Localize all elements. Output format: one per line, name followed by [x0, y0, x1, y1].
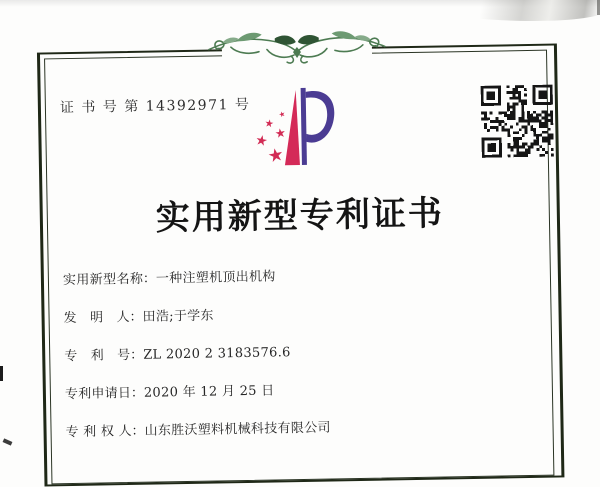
field-label: 专利号	[64, 347, 131, 365]
field-row-patent-number	[64, 337, 534, 365]
field-colon: ：	[130, 347, 144, 363]
field-row-filing-date	[64, 375, 535, 403]
scan-artifact-left	[0, 366, 3, 381]
field-colon: ：	[131, 423, 145, 439]
dragon-scroll-flourish-icon	[207, 24, 388, 71]
field-label: 发明人	[63, 309, 130, 327]
field-label: 专利申请日	[64, 385, 132, 403]
field-row-patentee	[65, 413, 535, 441]
field-value: 山东胜沃塑料机械科技有限公司	[144, 420, 331, 439]
cnipa-logo-icon	[238, 83, 358, 179]
field-value: 一种注塑机顶出机构	[155, 269, 276, 287]
field-value: 2020 年 12 月 25 日	[143, 383, 275, 401]
field-colon: ：	[142, 271, 157, 287]
field-colon: ：	[129, 309, 143, 325]
field-value: 田浩;于学东	[142, 308, 214, 325]
field-rows	[63, 261, 536, 459]
field-colon: ：	[130, 385, 145, 401]
certificate-title: 实用新型专利证书	[155, 193, 445, 239]
field-value: ZL 2020 2 3183576.6	[143, 345, 291, 363]
field-label: 实用新型名称	[62, 271, 144, 289]
certificate-number: 证 书 号 第 14392971 号	[59, 96, 251, 117]
qr-code-icon	[481, 85, 554, 158]
field-label: 专利权人	[65, 423, 132, 441]
field-row-inventors	[63, 299, 533, 327]
